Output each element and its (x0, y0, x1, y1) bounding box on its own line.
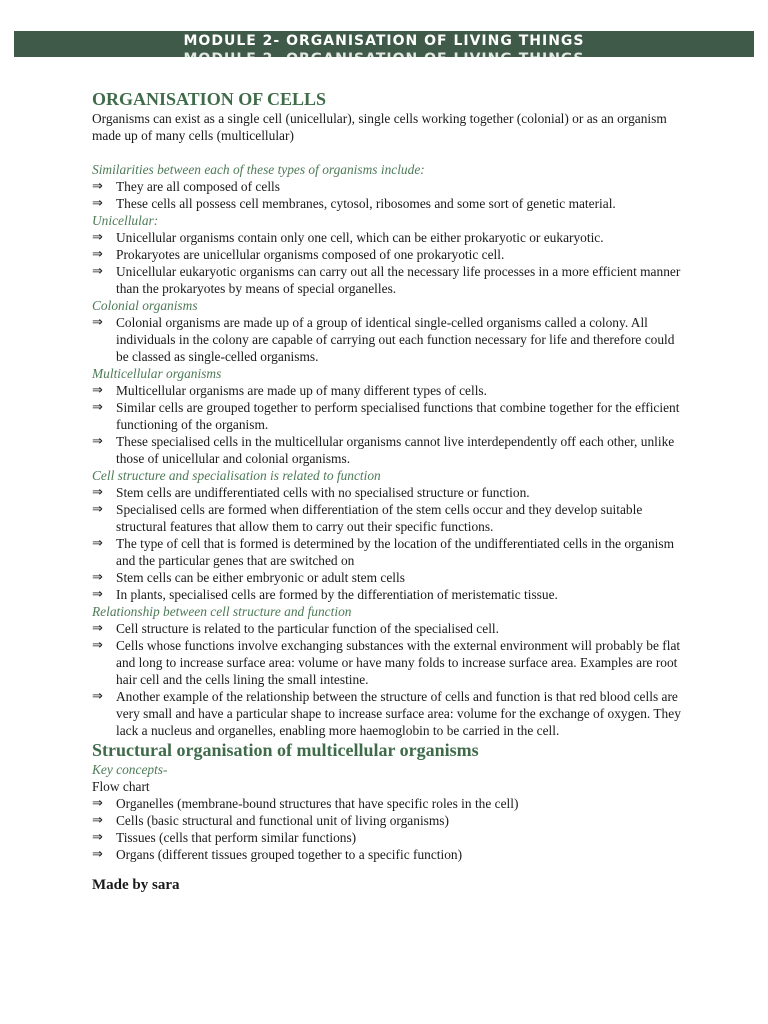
list-item-text: Stem cells are undifferentiated cells with no specialised structure or function. (116, 485, 530, 500)
list-item-text: These specialised cells in the multicellular organisms cannot live interdependently off each other, unlike those of unicellular and colonial organisms. (116, 434, 675, 466)
arrow-icon: ⇒ (92, 264, 103, 279)
list-item (92, 382, 682, 399)
list-item (92, 688, 682, 739)
arrow-icon: ⇒ (92, 621, 103, 636)
subheading-unicellular: Unicellular: (92, 213, 159, 228)
module-title-echo: MODULE 2- ORGANISATION OF LIVING THINGS (183, 51, 585, 67)
list-item (92, 399, 682, 433)
arrow-icon: ⇒ (92, 830, 103, 845)
list-item-text: Stem cells can be either embryonic or adult stem cells (116, 570, 405, 585)
arrow-icon: ⇒ (92, 847, 103, 862)
arrow-icon: ⇒ (92, 570, 103, 585)
arrow-icon: ⇒ (92, 400, 103, 415)
list-item-text: Similar cells are grouped together to perform specialised functions that combine together for the efficient functioning of the organism. (116, 400, 680, 432)
arrow-icon: ⇒ (92, 196, 103, 211)
list-item-text: The type of cell that is formed is determined by the location of the undifferentiated cells in the organism and the particular genes that are switched on (116, 536, 675, 568)
subheading-similarities: Similarities between each of these types of organisms include: (92, 162, 425, 177)
arrow-icon: ⇒ (92, 179, 103, 194)
list-item-text: Another example of the relationship between the structure of cells and function is that red blood cells are very small and have a particular shape to increase surface area: volume for the exchange of oxygen. They lack a nucleus and organelles, enabling more haemoglobin to be carried in the cell. (116, 689, 681, 738)
list-item (92, 829, 682, 846)
list-item-text: Cells whose functions involve exchanging substances with the external environment will probably be flat and long to increase surface area: volume or have many folds to increase surface area. Examples are root hair cell and the cells lining the small intestine. (116, 638, 681, 687)
list-item-text: These cells all possess cell membranes, cytosol, ribosomes and some sort of genetic material. (116, 196, 616, 211)
document-body (92, 88, 682, 895)
list-item (92, 484, 682, 501)
list-item-text: Colonial organisms are made up of a group of identical single-celled organisms called a colony. All individuals in the colony are capable of carrying out each function necessary for life and therefore could be classed as single-celled organisms. (116, 315, 675, 364)
flow-chart-label: Flow chart (92, 779, 150, 794)
list-item (92, 314, 682, 365)
list-item (92, 433, 682, 467)
arrow-icon: ⇒ (92, 247, 103, 262)
list-item-text: Cell structure is related to the particular function of the specialised cell. (116, 621, 499, 636)
arrow-icon: ⇒ (92, 502, 103, 517)
list-item-text: Organs (different tissues grouped together to a specific function) (116, 847, 463, 862)
module-banner (14, 31, 754, 67)
subheading-multicellular: Multicellular organisms (92, 366, 222, 381)
list-item (92, 229, 682, 246)
author-credit: Made by sara (92, 877, 180, 893)
list-item (92, 246, 682, 263)
list-item (92, 586, 682, 603)
arrow-icon: ⇒ (92, 638, 103, 653)
spacer (92, 144, 682, 161)
list-item (92, 795, 682, 812)
arrow-icon: ⇒ (92, 315, 103, 330)
subheading-colonial: Colonial organisms (92, 298, 198, 313)
list-item-text: Cells (basic structural and functional unit of living organisms) (116, 813, 449, 828)
list-item (92, 501, 682, 535)
list-item (92, 846, 682, 863)
arrow-icon: ⇒ (92, 485, 103, 500)
list-item (92, 637, 682, 688)
list-item-text: Multicellular organisms are made up of many different types of cells. (116, 383, 487, 398)
intro-paragraph: Organisms can exist as a single cell (unicellular), single cells working together (colonial) or as an organism made up of many cells (multicellular) (92, 111, 667, 143)
list-item (92, 812, 682, 829)
list-item-text: Tissues (cells that perform similar functions) (116, 830, 357, 845)
list-item-text: Unicellular eukaryotic organisms can carry out all the necessary life processes in a more efficient manner than the prokaryotes by means of special organelles. (116, 264, 681, 296)
subheading-cell-structure: Cell structure and specialisation is related to function (92, 468, 381, 483)
section-heading-structural-organisation: Structural organisation of multicellular organisms (92, 740, 479, 760)
arrow-icon: ⇒ (92, 796, 103, 811)
arrow-icon: ⇒ (92, 230, 103, 245)
list-item-text: In plants, specialised cells are formed by the differentiation of meristematic tissue. (116, 587, 558, 602)
list-item (92, 178, 682, 195)
arrow-icon: ⇒ (92, 383, 103, 398)
arrow-icon: ⇒ (92, 536, 103, 551)
arrow-icon: ⇒ (92, 813, 103, 828)
list-item-text: Unicellular organisms contain only one cell, which can be either prokaryotic or eukaryotic. (116, 230, 604, 245)
list-item-text: Prokaryotes are unicellular organisms composed of one prokaryotic cell. (116, 247, 505, 262)
list-item (92, 535, 682, 569)
arrow-icon: ⇒ (92, 587, 103, 602)
list-item (92, 620, 682, 637)
list-item (92, 569, 682, 586)
list-item-text: Organelles (membrane-bound structures that have specific roles in the cell) (116, 796, 519, 811)
subheading-relationship: Relationship between cell structure and function (92, 604, 352, 619)
list-item-text: They are all composed of cells (116, 179, 280, 194)
list-item (92, 263, 682, 297)
list-item-text: Specialised cells are formed when differentiation of the stem cells occur and they develop suitable structural features that allow them to carry out their specific functions. (116, 502, 643, 534)
section-heading-organisation-of-cells: ORGANISATION OF CELLS (92, 89, 327, 109)
arrow-icon: ⇒ (92, 434, 103, 449)
arrow-icon: ⇒ (92, 689, 103, 704)
module-title: MODULE 2- ORGANISATION OF LIVING THINGS (183, 33, 585, 49)
list-item (92, 195, 682, 212)
subheading-key-concepts: Key concepts- (92, 762, 168, 777)
